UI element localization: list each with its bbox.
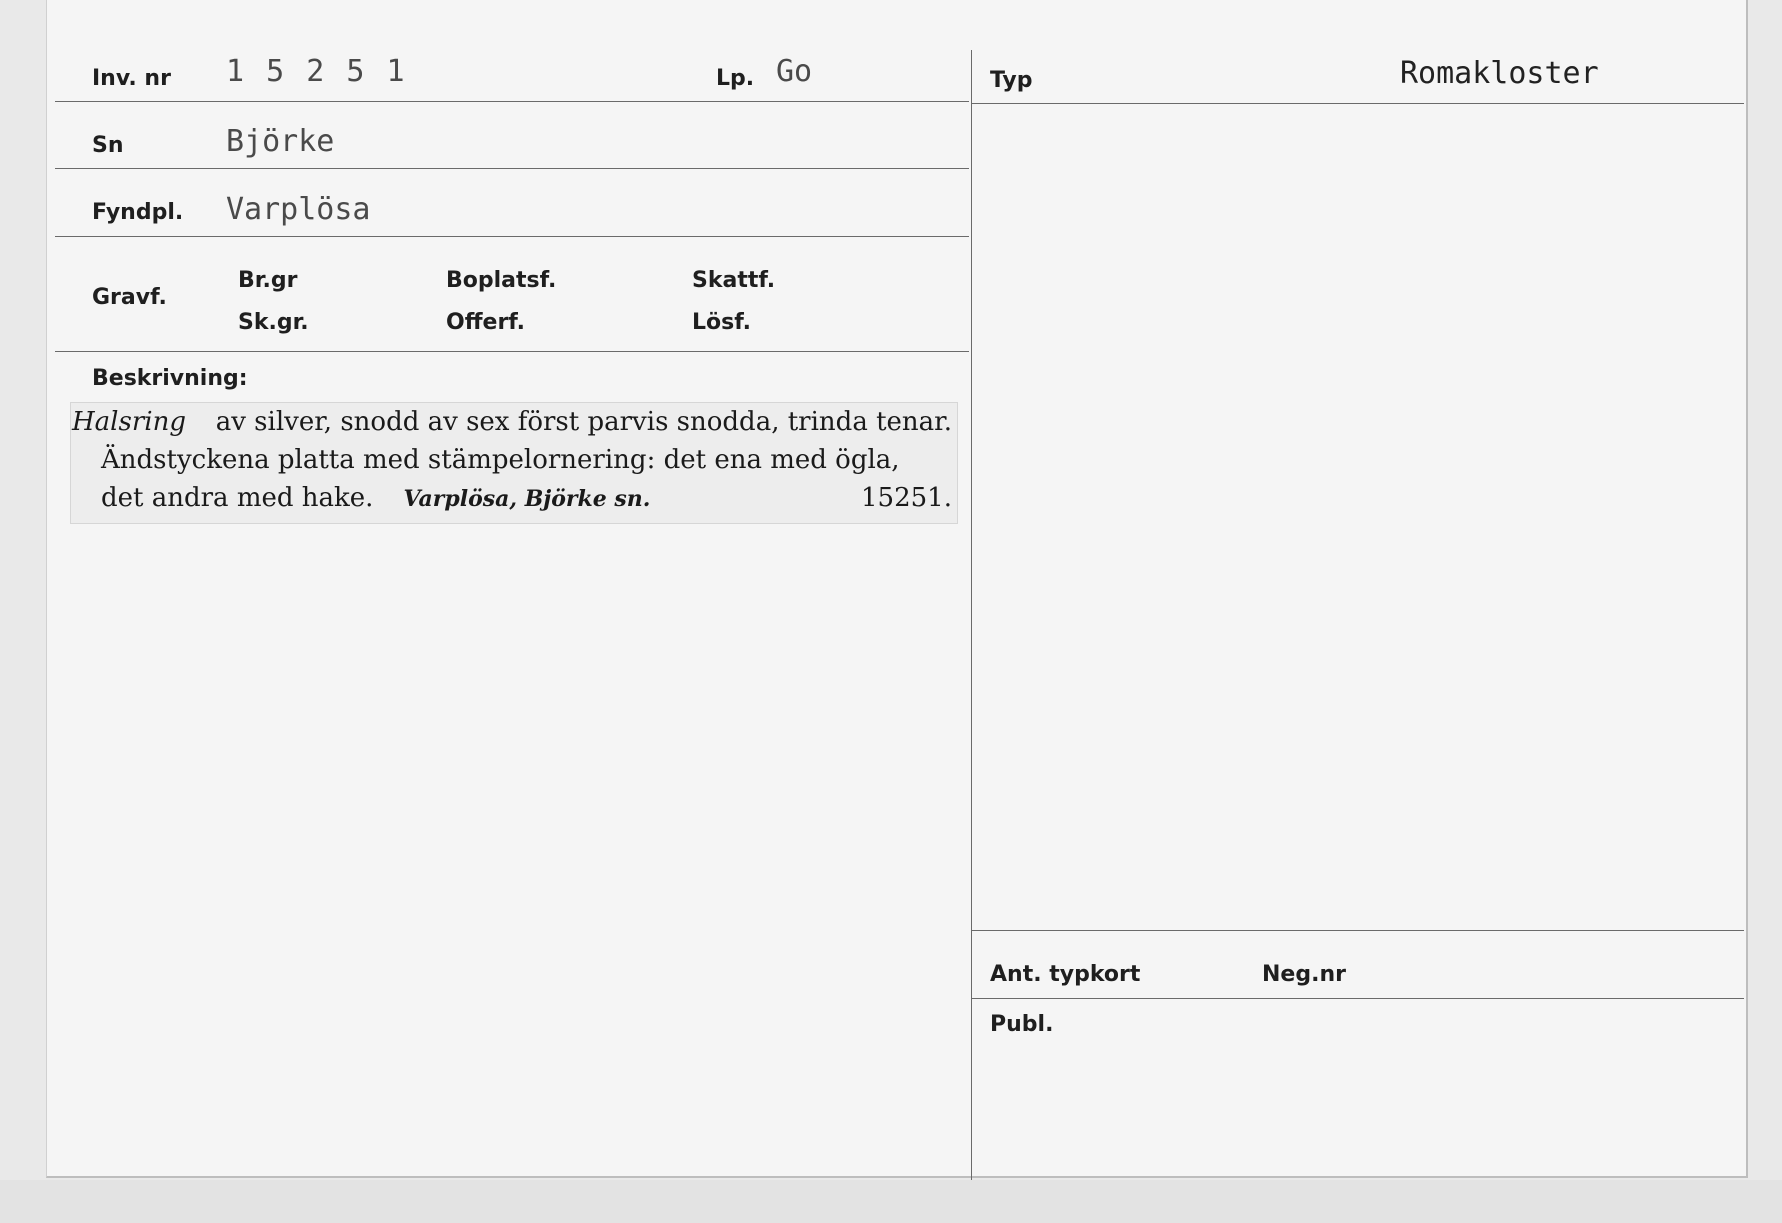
divider-line (972, 103, 1744, 104)
gravf-label: Gravf. (92, 285, 167, 310)
column-divider (971, 50, 972, 1180)
divider-line (972, 998, 1744, 999)
typ-label: Typ (990, 68, 1033, 93)
divider-line (972, 930, 1744, 931)
object-name: Halsring (72, 407, 186, 437)
lp-label: Lp. (716, 66, 755, 91)
divider-line (55, 101, 969, 102)
description-text: det andra med hake. (101, 483, 374, 513)
sn-value: Björke (226, 124, 335, 159)
neg-nr-label: Neg.nr (1262, 962, 1346, 987)
description-line (72, 407, 952, 437)
skattf-label: Skattf. (692, 268, 776, 293)
scan-background (0, 1180, 1782, 1223)
catalog-card (46, 0, 1748, 1178)
fyndpl-label: Fyndpl. (92, 200, 184, 225)
description-slip (70, 402, 958, 524)
typ-value: Romakloster (1400, 56, 1599, 91)
find-place: Varplösa, Björke sn. (403, 486, 651, 512)
inv-nr-value: 1 5 2 5 1 (226, 54, 407, 89)
skgr-label: Sk.gr. (238, 310, 309, 335)
beskrivning-label: Beskrivning: (92, 366, 248, 391)
publ-label: Publ. (990, 1012, 1054, 1037)
description-line (101, 483, 952, 513)
divider-line (55, 351, 969, 352)
ant-typkort-label: Ant. typkort (990, 962, 1141, 987)
inv-nr-label: Inv. nr (92, 66, 171, 91)
lp-value: Go (776, 54, 813, 89)
sn-label: Sn (92, 133, 124, 158)
losf-label: Lösf. (692, 310, 751, 335)
fyndpl-value: Varplösa (226, 192, 371, 227)
divider-line (55, 236, 969, 237)
description-text: Ändstyckena platta med stämpelornering: det ena med ögla, (101, 445, 900, 475)
description-line (101, 445, 952, 475)
brgr-label: Br.gr (238, 268, 298, 293)
divider-line (55, 168, 969, 169)
offerf-label: Offerf. (446, 310, 526, 335)
description-text: av silver, snodd av sex först parvis snodda, trinda tenar. (215, 407, 952, 437)
inventory-number: 15251. (861, 483, 952, 513)
boplatsf-label: Boplatsf. (446, 268, 557, 293)
